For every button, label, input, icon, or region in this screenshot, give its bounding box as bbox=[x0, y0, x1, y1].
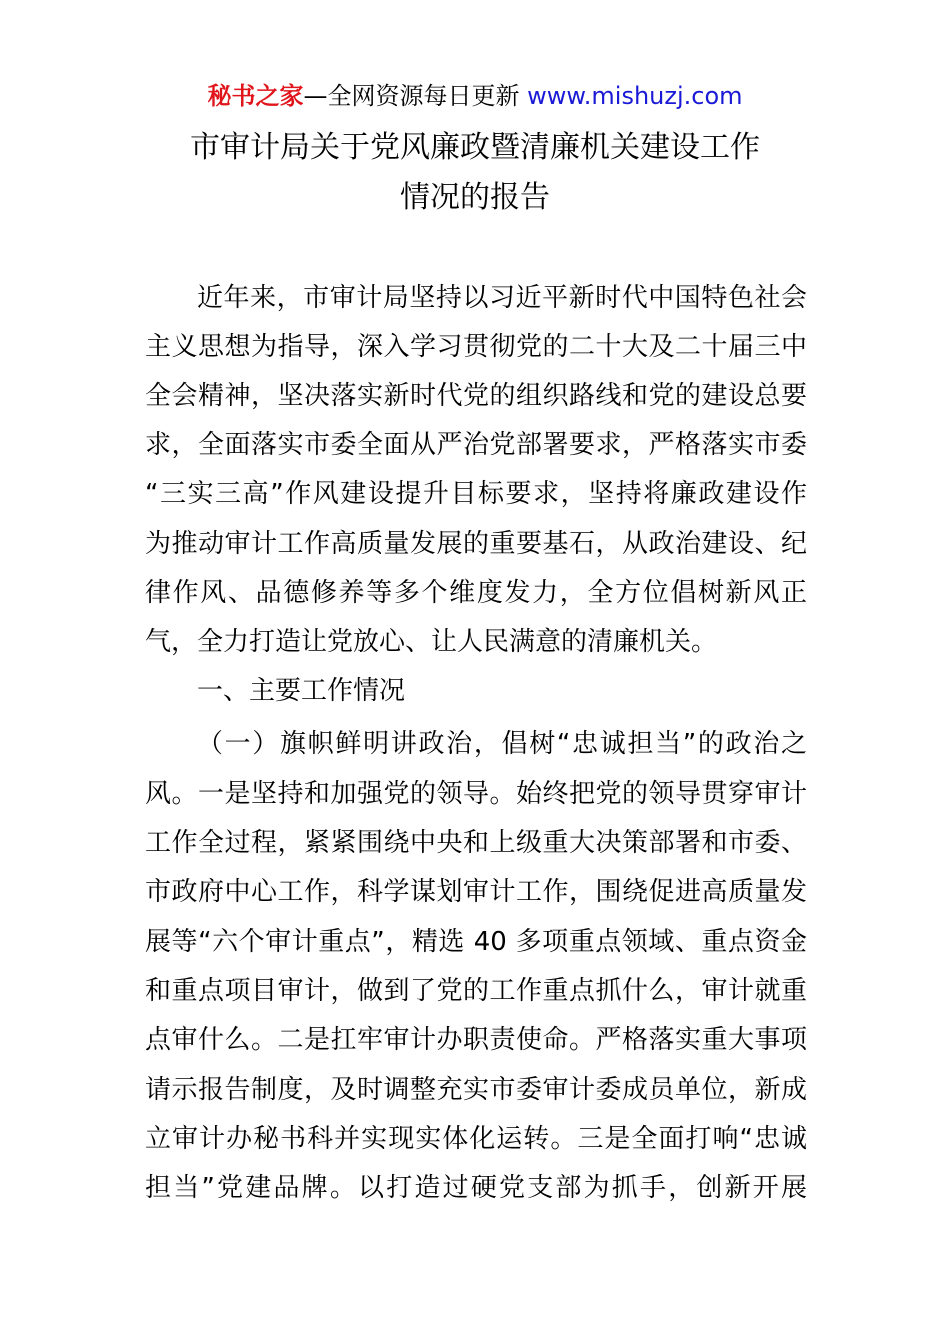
body-line: 展等“六个审计重点”，精选 40 多项重点领域、重点资金 bbox=[145, 927, 807, 957]
document-title-line-1: 市审计局关于党风廉政暨清廉机关建设工作 bbox=[190, 130, 760, 165]
body-line: 为推动审计工作高质量发展的重要基石，从政治建设、纪 bbox=[145, 529, 807, 559]
body-line: 律作风、品德修养等多个维度发力，全方位倡树新风正 bbox=[145, 578, 807, 608]
body-line: 请示报告制度，及时调整充实市委审计委成员单位，新成 bbox=[145, 1075, 807, 1105]
body-line: 立审计办秘书科并实现实体化运转。三是全面打响“忠诚 bbox=[145, 1124, 807, 1154]
document-title-line-2: 情况的报告 bbox=[400, 180, 550, 215]
body-line: 担当”党建品牌。以打造过硬党支部为抓手，创新开展 bbox=[145, 1173, 807, 1203]
body-line: “三实三高”作风建设提升目标要求，坚持将廉政建设作 bbox=[145, 479, 807, 509]
brand-name: 秘书之家 bbox=[207, 82, 304, 110]
body-line: 求，全面落实市委全面从严治党部署要求，严格落实市委 bbox=[145, 430, 807, 460]
body-line: 点审什么。二是扛牢审计办职责使命。严格落实重大事项 bbox=[145, 1025, 807, 1055]
body-line: 市政府中心工作，科学谋划审计工作，围绕促进高质量发 bbox=[145, 877, 807, 907]
site-url-link[interactable]: www.mishuzj.com bbox=[527, 82, 743, 110]
body-line: 风。一是坚持和加强党的领导。始终把党的领导贯穿审计 bbox=[145, 779, 807, 809]
body-line: 和重点项目审计，做到了党的工作重点抓什么，审计就重 bbox=[145, 976, 807, 1006]
body-line: 工作全过程，紧紧围绕中央和上级重大决策部署和市委、 bbox=[145, 828, 807, 858]
body-line: 近年来，市审计局坚持以习近平新时代中国特色社会 bbox=[197, 283, 807, 313]
section-heading: 一、主要工作情况 bbox=[197, 676, 406, 706]
header-tagline: —全网资源每日更新 bbox=[303, 82, 520, 110]
subsection-heading: （一）旗帜鲜明讲政治，倡树“忠诚担当”的政治之 bbox=[197, 729, 807, 759]
site-header bbox=[0, 80, 950, 112]
body-line: 全会精神，坚决落实新时代党的组织路线和党的建设总要 bbox=[145, 381, 807, 411]
body-line: 气，全力打造让党放心、让人民满意的清廉机关。 bbox=[145, 627, 718, 657]
body-line: 主义思想为指导，深入学习贯彻党的二十大及二十届三中 bbox=[145, 332, 807, 362]
